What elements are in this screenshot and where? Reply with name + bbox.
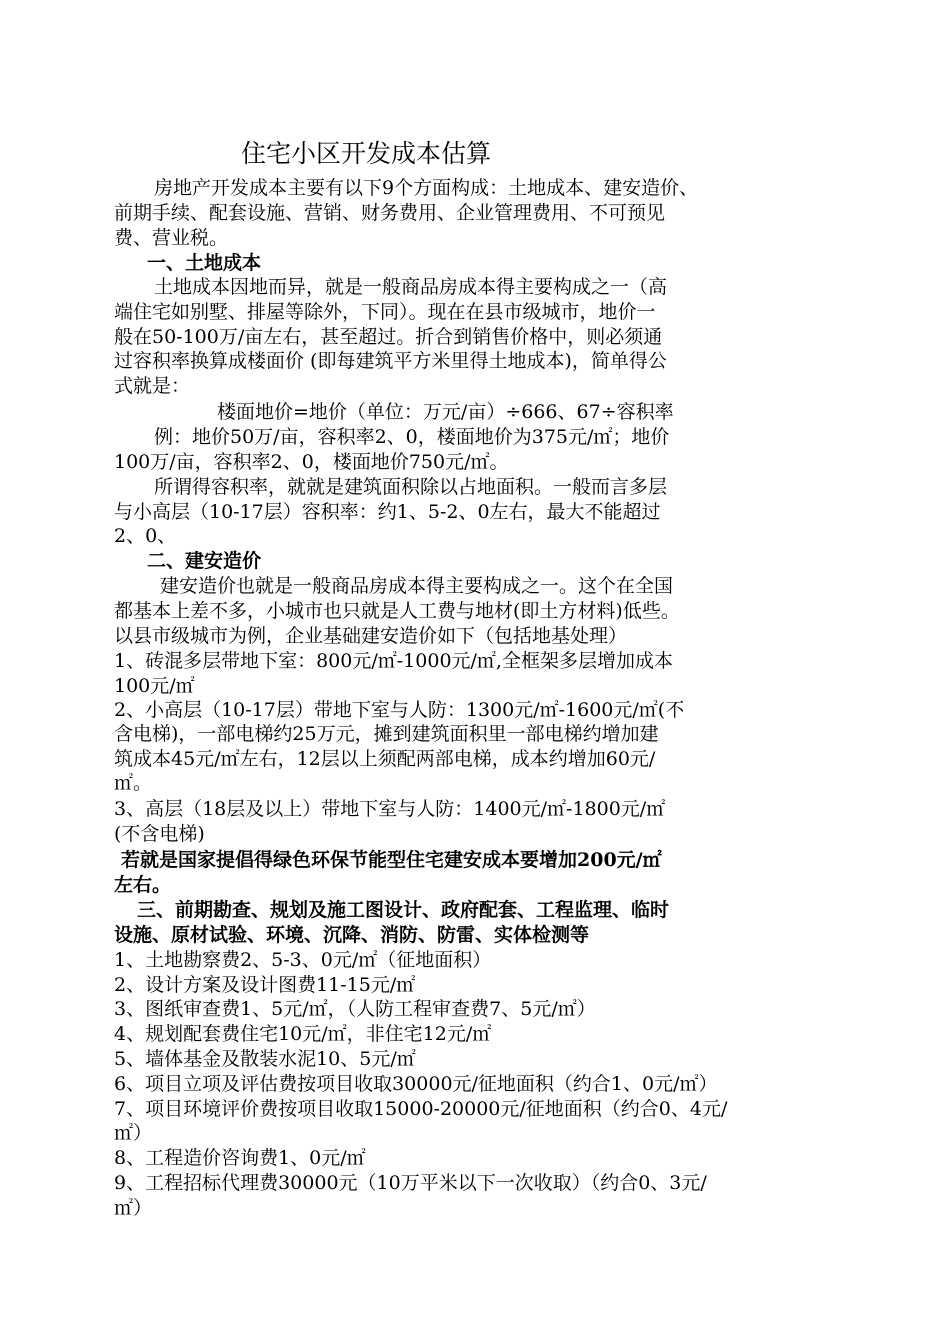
list-item: ㎡） [114, 1197, 153, 1219]
text-line: 房地产开发成本主要有以下9个方面构成：土地成本、建安造价、 [154, 177, 699, 199]
page-title: 住宅小区开发成本估算 [241, 139, 492, 168]
bold-text-line: 左右。 [114, 874, 172, 896]
text-line: 土地成本因地而异，就是一般商品房成本得主要构成之一（高 [154, 276, 668, 298]
section-heading: 三、前期勘查、规划及施工图设计、政府配套、工程监理、临时 [137, 899, 670, 921]
section-heading: 二、建安造价 [147, 550, 262, 572]
text-line: 与小高层（10-17层）容积率：约1、5-2、0左右，最大不能超过 [114, 501, 661, 523]
section-heading: 一、土地成本 [147, 252, 262, 274]
text-line: 含电梯)，一部电梯约25万元，摊到建筑面积里一部电梯约增加建 [114, 723, 659, 745]
list-item: 1、土地勘察费2、5-3、0元/㎡（征地面积） [114, 949, 492, 971]
text-line: 过容积率换算成楼面价 (即每建筑平方米里得土地成本)，简单得公 [114, 350, 667, 372]
list-item: 4、规划配套费住宅10元/㎡，非住宅12元/㎡ [114, 1023, 492, 1045]
bold-text-line: 若就是国家提倡得绿色环保节能型住宅建安成本要增加200元/㎡ [121, 849, 662, 871]
list-item: 3、图纸审查费1、5元/㎡，（人防工程审查费7、5元/㎡） [114, 998, 596, 1020]
list-item: 7、项目环境评价费按项目收取15000-20000元/征地面积（约合0、4元/ [114, 1098, 728, 1120]
text-line: 端住宅如别墅、排屋等除外，下同）。现在在县市级城市，地价一 [114, 301, 656, 323]
text-line: 前期手续、配套设施、营销、财务费用、企业管理费用、不可预见 [114, 202, 666, 224]
list-item: 8、工程造价咨询费1、0元/㎡ [114, 1147, 366, 1169]
text-line: 100元/㎡ [114, 675, 195, 697]
text-line: 1、砖混多层带地下室：800元/㎡-1000元/㎡,全框架多层增加成本 [114, 650, 673, 672]
text-line: 3、高层（18层及以上）带地下室与人防：1400元/㎡-1800元/㎡ [114, 798, 666, 820]
text-line: 2、0、 [114, 525, 177, 547]
text-line: (不含电梯) [114, 823, 205, 845]
list-item: 5、墙体基金及散装水泥10、5元/㎡ [114, 1048, 416, 1070]
section-heading: 设施、原材试验、环境、沉降、消防、防雷、实体检测等 [114, 924, 590, 946]
text-line: 费、营业税。 [114, 227, 229, 249]
formula-line: 楼面地价=地价（单位：万元/亩）÷666、67÷容积率 [217, 401, 674, 423]
text-line: 都基本上差不多，小城市也只就是人工费与地材(即土方材料)低些。 [114, 600, 680, 622]
text-line: 筑成本45元/㎡左右，12层以上须配两部电梯，成本约增加60元/ [114, 748, 656, 770]
text-line: 以县市级城市为例，企业基础建安造价如下（包括地基处理） [114, 625, 628, 647]
text-line: 例：地价50万/亩，容积率2、0，楼面地价为375元/㎡；地价 [154, 426, 670, 448]
text-line: 所谓得容积率，就就是建筑面积除以占地面积。一般而言多层 [154, 476, 668, 498]
text-line: 建安造价也就是一般商品房成本得主要构成之一。这个在全国 [160, 575, 674, 597]
text-line: 式就是： [114, 375, 191, 397]
text-line: 100万/亩，容积率2、0，楼面地价750元/㎡。 [114, 451, 509, 473]
text-line: 般在50-100万/亩左右，甚至超过。折合到销售价格中，则必须通 [114, 326, 663, 348]
text-line: 2、小高层（10-17层）带地下室与人防：1300元/㎡-1600元/㎡(不 [114, 699, 685, 721]
list-item: ㎡） [114, 1122, 153, 1144]
list-item: 6、项目立项及评估费按项目收取30000元/征地面积（约合1、0元/㎡） [114, 1073, 718, 1095]
text-line: ㎡。 [114, 772, 153, 794]
list-item: 9、工程招标代理费30000元（10万平米以下一次收取）（约合0、3元/ [114, 1172, 707, 1194]
list-item: 2、设计方案及设计图费11-15元/㎡ [114, 974, 416, 996]
